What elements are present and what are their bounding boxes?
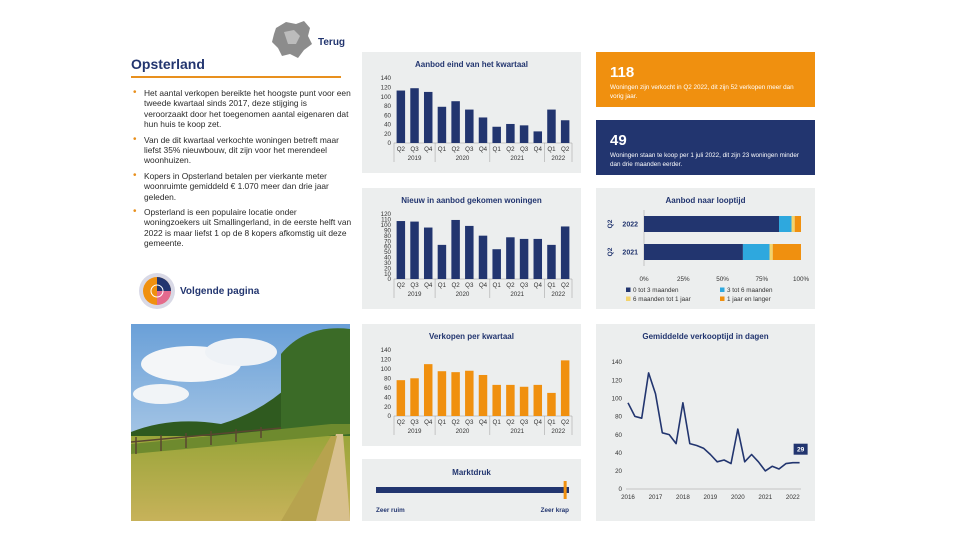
y-tick-label: 120 [380, 84, 391, 92]
bar-segment [795, 216, 801, 232]
y-tick-label: 140 [611, 359, 622, 367]
x-tick-label: Q3 [519, 146, 529, 153]
gauge-marker [564, 481, 567, 499]
y-tick-label: 20 [615, 468, 622, 476]
bar-segment [792, 216, 795, 232]
stat-value: 49 [610, 132, 627, 149]
bar [506, 385, 514, 416]
bar [479, 375, 487, 416]
chart-aanbod [362, 52, 581, 173]
x-tick-label: 2016 [621, 494, 635, 501]
x-group-label: 2022 [551, 291, 566, 298]
bar [520, 387, 528, 416]
x-tick-label: 75% [755, 276, 769, 283]
bullet-list [131, 88, 353, 254]
bar [479, 117, 487, 143]
legend-swatch [626, 288, 631, 293]
y-tick-label: 120 [611, 377, 622, 385]
bar [479, 236, 487, 279]
bar [438, 245, 446, 279]
y-tick-label: 20 [384, 130, 391, 138]
y-tick-label: 60 [615, 431, 622, 439]
gauge-right-label: Zeer krap [540, 507, 569, 514]
chart-aanbod-panel [362, 52, 581, 173]
quarter-label: Q2 [607, 247, 614, 257]
y-tick-label: 140 [380, 75, 391, 83]
legend-label: 0 tot 3 maanden [633, 287, 679, 294]
y-tick-label: 120 [380, 356, 391, 364]
x-tick-label: 2022 [785, 494, 800, 501]
bar [438, 371, 446, 416]
bar [397, 380, 405, 416]
y-tick-label: 40 [615, 449, 622, 457]
y-tick-label: 60 [384, 243, 391, 251]
chart-title: Verkopen per kwartaal [429, 332, 514, 341]
chart-verkopen [362, 324, 581, 446]
x-tick-label: Q3 [410, 282, 419, 289]
x-tick-label: Q2 [506, 146, 515, 153]
x-group-label: 2020 [455, 155, 470, 162]
x-tick-label: Q2 [396, 419, 405, 426]
bar [561, 360, 569, 416]
bar [520, 239, 528, 279]
x-tick-label: Q1 [492, 146, 501, 153]
chart-title: Marktdruk [452, 468, 491, 477]
bar [397, 221, 405, 279]
x-tick-label: 2020 [730, 494, 745, 501]
x-group-label: 2019 [407, 428, 422, 435]
bar [547, 110, 555, 143]
bar [465, 371, 473, 416]
bar [547, 393, 555, 416]
bullet-item: • Het aantal verkopen bereikte het hoogste punt voor een tweede kwartaal sinds 2017, deze stijging is veroorzaakt door het toegenomen aantal eigenaren dat hun huis te koop zet. [131, 88, 353, 130]
y-tick-label: 80 [615, 413, 622, 421]
bar [424, 92, 432, 143]
y-tick-label: 20 [384, 403, 391, 411]
y-tick-label: 0 [387, 276, 391, 284]
x-group-label: 2021 [510, 428, 525, 435]
legend-label: 1 jaar en langer [727, 296, 771, 303]
x-tick-label: Q1 [547, 146, 556, 153]
legend-label: 3 tot 6 maanden [727, 287, 773, 294]
bar [410, 88, 418, 143]
y-tick-label: 20 [384, 265, 391, 273]
bar [397, 91, 405, 143]
x-tick-label: 0% [639, 276, 649, 283]
stat-verkocht [596, 52, 815, 107]
bar [561, 226, 569, 279]
y-tick-label: 90 [384, 227, 391, 235]
x-tick-label: 2018 [676, 494, 690, 501]
x-tick-label: Q4 [478, 146, 488, 153]
x-tick-label: Q1 [437, 146, 447, 153]
y-tick-label: 140 [380, 347, 391, 355]
bar-segment [644, 216, 779, 232]
bar [438, 107, 446, 143]
x-tick-label: Q1 [437, 419, 447, 426]
bar [465, 110, 473, 143]
bar [506, 237, 514, 279]
chart-looptijd [596, 188, 815, 309]
y-tick-label: 80 [384, 103, 391, 111]
x-group-label: 2022 [551, 155, 566, 162]
x-group-label: 2019 [407, 291, 422, 298]
verkooptijd-panel [596, 324, 815, 521]
x-tick-label: Q1 [437, 282, 447, 289]
bar [534, 131, 542, 143]
marktdruk-panel [362, 459, 581, 521]
x-tick-label: Q2 [396, 146, 405, 153]
x-tick-label: 100% [792, 276, 810, 283]
y-tick-label: 0 [618, 486, 622, 494]
bar [451, 372, 459, 416]
y-tick-label: 120 [380, 211, 391, 219]
x-group-label: 2021 [510, 155, 525, 162]
next-page-link[interactable]: Volgende pagina [180, 286, 260, 297]
x-tick-label: Q2 [561, 146, 570, 153]
quarter-label: Q2 [607, 219, 614, 229]
bullet-item: • Van de dit kwartaal verkochte woningen betreft maar liefst 35% nieuwbouw, dit zijn voor het merendeel woonhuizen. [131, 135, 353, 166]
chart-verkooptijd [596, 324, 815, 521]
pie-chart-icon[interactable] [138, 272, 176, 315]
page-title: Opsterland [131, 56, 205, 72]
bar [534, 239, 542, 279]
x-tick-label: Q1 [547, 282, 556, 289]
y-tick-label: 100 [380, 366, 391, 374]
bar [561, 120, 569, 143]
x-tick-label: Q3 [519, 282, 529, 289]
x-tick-label: Q4 [424, 282, 433, 289]
x-tick-label: Q4 [533, 282, 542, 289]
x-group-label: 2022 [551, 428, 566, 435]
x-tick-label: Q3 [519, 419, 529, 426]
x-tick-label: 25% [676, 276, 690, 283]
y-tick-label: 80 [384, 232, 391, 240]
legend-label: 6 maanden tot 1 jaar [633, 296, 691, 303]
x-tick-label: 2019 [703, 494, 718, 501]
x-tick-label: Q2 [451, 419, 460, 426]
x-tick-label: Q1 [492, 419, 501, 426]
bar [547, 245, 555, 279]
stat-description: Woningen staan te koop per 1 juli 2022, dit zijn 23 woningen minder dan drie maanden eerder. [610, 152, 799, 168]
bar [451, 220, 459, 279]
legend-swatch [626, 297, 631, 302]
bar [534, 385, 542, 416]
bar [451, 101, 459, 143]
x-group-label: 2021 [510, 291, 525, 298]
bar [492, 385, 500, 416]
x-tick-label: Q4 [478, 419, 488, 426]
gauge-left-label: Zeer ruim [376, 507, 405, 514]
y-tick-label: 40 [384, 254, 391, 262]
title-underline [131, 76, 341, 78]
stat-value: 118 [610, 64, 635, 81]
x-tick-label: Q4 [424, 419, 433, 426]
chart-title: Aanbod naar looptijd [665, 196, 746, 205]
category-label: 2021 [622, 249, 638, 257]
bar-segment [644, 244, 743, 260]
x-tick-label: Q4 [424, 146, 433, 153]
bar [424, 364, 432, 416]
x-tick-label: Q3 [410, 146, 419, 153]
x-tick-label: Q2 [396, 282, 405, 289]
looptijd-panel [596, 188, 815, 309]
x-tick-label: Q2 [561, 419, 570, 426]
x-tick-label: Q3 [465, 282, 474, 289]
y-tick-label: 60 [384, 112, 391, 120]
legend-swatch [720, 297, 725, 302]
x-group-label: 2020 [455, 428, 470, 435]
bar [520, 125, 528, 143]
bar-segment [779, 216, 792, 232]
x-tick-label: Q2 [451, 282, 460, 289]
y-tick-label: 80 [384, 375, 391, 383]
bar [506, 124, 514, 143]
y-tick-label: 30 [384, 259, 391, 267]
x-group-label: 2019 [407, 155, 422, 162]
back-link[interactable]: Terug [318, 37, 346, 48]
x-tick-label: Q3 [465, 146, 474, 153]
x-tick-label: Q1 [492, 282, 501, 289]
y-tick-label: 110 [381, 216, 391, 224]
legend-swatch [720, 288, 725, 293]
bar [424, 228, 432, 279]
bar-segment [770, 244, 773, 260]
x-tick-label: Q4 [533, 419, 542, 426]
chart-nieuw [362, 188, 581, 309]
series-line [628, 373, 800, 471]
x-tick-label: Q3 [465, 419, 474, 426]
chart-verkopen-panel [362, 324, 581, 446]
y-tick-label: 0 [387, 413, 391, 421]
y-tick-label: 40 [384, 394, 391, 402]
y-tick-label: 50 [384, 249, 391, 257]
chart-title: Aanbod eind van het kwartaal [415, 60, 528, 69]
x-group-label: 2020 [455, 291, 470, 298]
bullet-item: • Kopers in Opsterland betalen per vierkante meter woonruimte gemiddeld € 1.070 meer dan drie jaar geleden. [131, 171, 353, 202]
bullet-item: • Opsterland is een populaire locatie onder woningzoekers uit Smallingerland, in de eerste helft van 2022 is maar liefst 1 op de 8 kopers afkomstig uit deze gemeente. [131, 207, 353, 249]
y-tick-label: 40 [384, 121, 391, 129]
bar-segment [773, 244, 801, 260]
y-tick-label: 100 [611, 395, 622, 403]
marktdruk-gauge [362, 459, 581, 521]
gauge-track [376, 487, 569, 493]
x-tick-label: Q1 [547, 419, 556, 426]
category-label: 2022 [622, 221, 638, 229]
data-label: 29 [797, 446, 805, 454]
x-tick-label: 2017 [648, 494, 663, 501]
region-map-icon [270, 18, 316, 65]
chart-title: Nieuw in aanbod gekomen woningen [401, 196, 542, 205]
bar-segment [743, 244, 770, 260]
chart-nieuw-panel [362, 188, 581, 309]
y-tick-label: 70 [384, 238, 391, 246]
chart-title: Gemiddelde verkooptijd in dagen [642, 332, 769, 341]
bar [492, 249, 500, 279]
y-tick-label: 60 [384, 384, 391, 392]
bar [410, 222, 418, 279]
y-tick-label: 0 [387, 140, 391, 148]
y-tick-label: 10 [384, 270, 391, 278]
x-tick-label: Q4 [478, 282, 488, 289]
x-tick-label: 2021 [758, 494, 773, 501]
x-tick-label: Q2 [506, 282, 515, 289]
x-tick-label: Q2 [451, 146, 460, 153]
x-tick-label: Q3 [410, 419, 419, 426]
bar [465, 226, 473, 279]
y-tick-label: 100 [380, 222, 391, 230]
x-tick-label: Q2 [561, 282, 570, 289]
landscape-photo [131, 324, 350, 521]
x-tick-label: 50% [716, 276, 729, 283]
stat-te-koop [596, 120, 815, 175]
stat-description: Woningen zijn verkocht in Q2 2022, dit zijn 52 verkopen meer dan vorig jaar. [610, 84, 794, 100]
x-tick-label: Q4 [533, 146, 542, 153]
x-tick-label: Q2 [506, 419, 515, 426]
bar [410, 378, 418, 416]
y-tick-label: 100 [380, 93, 391, 101]
bar [492, 127, 500, 143]
